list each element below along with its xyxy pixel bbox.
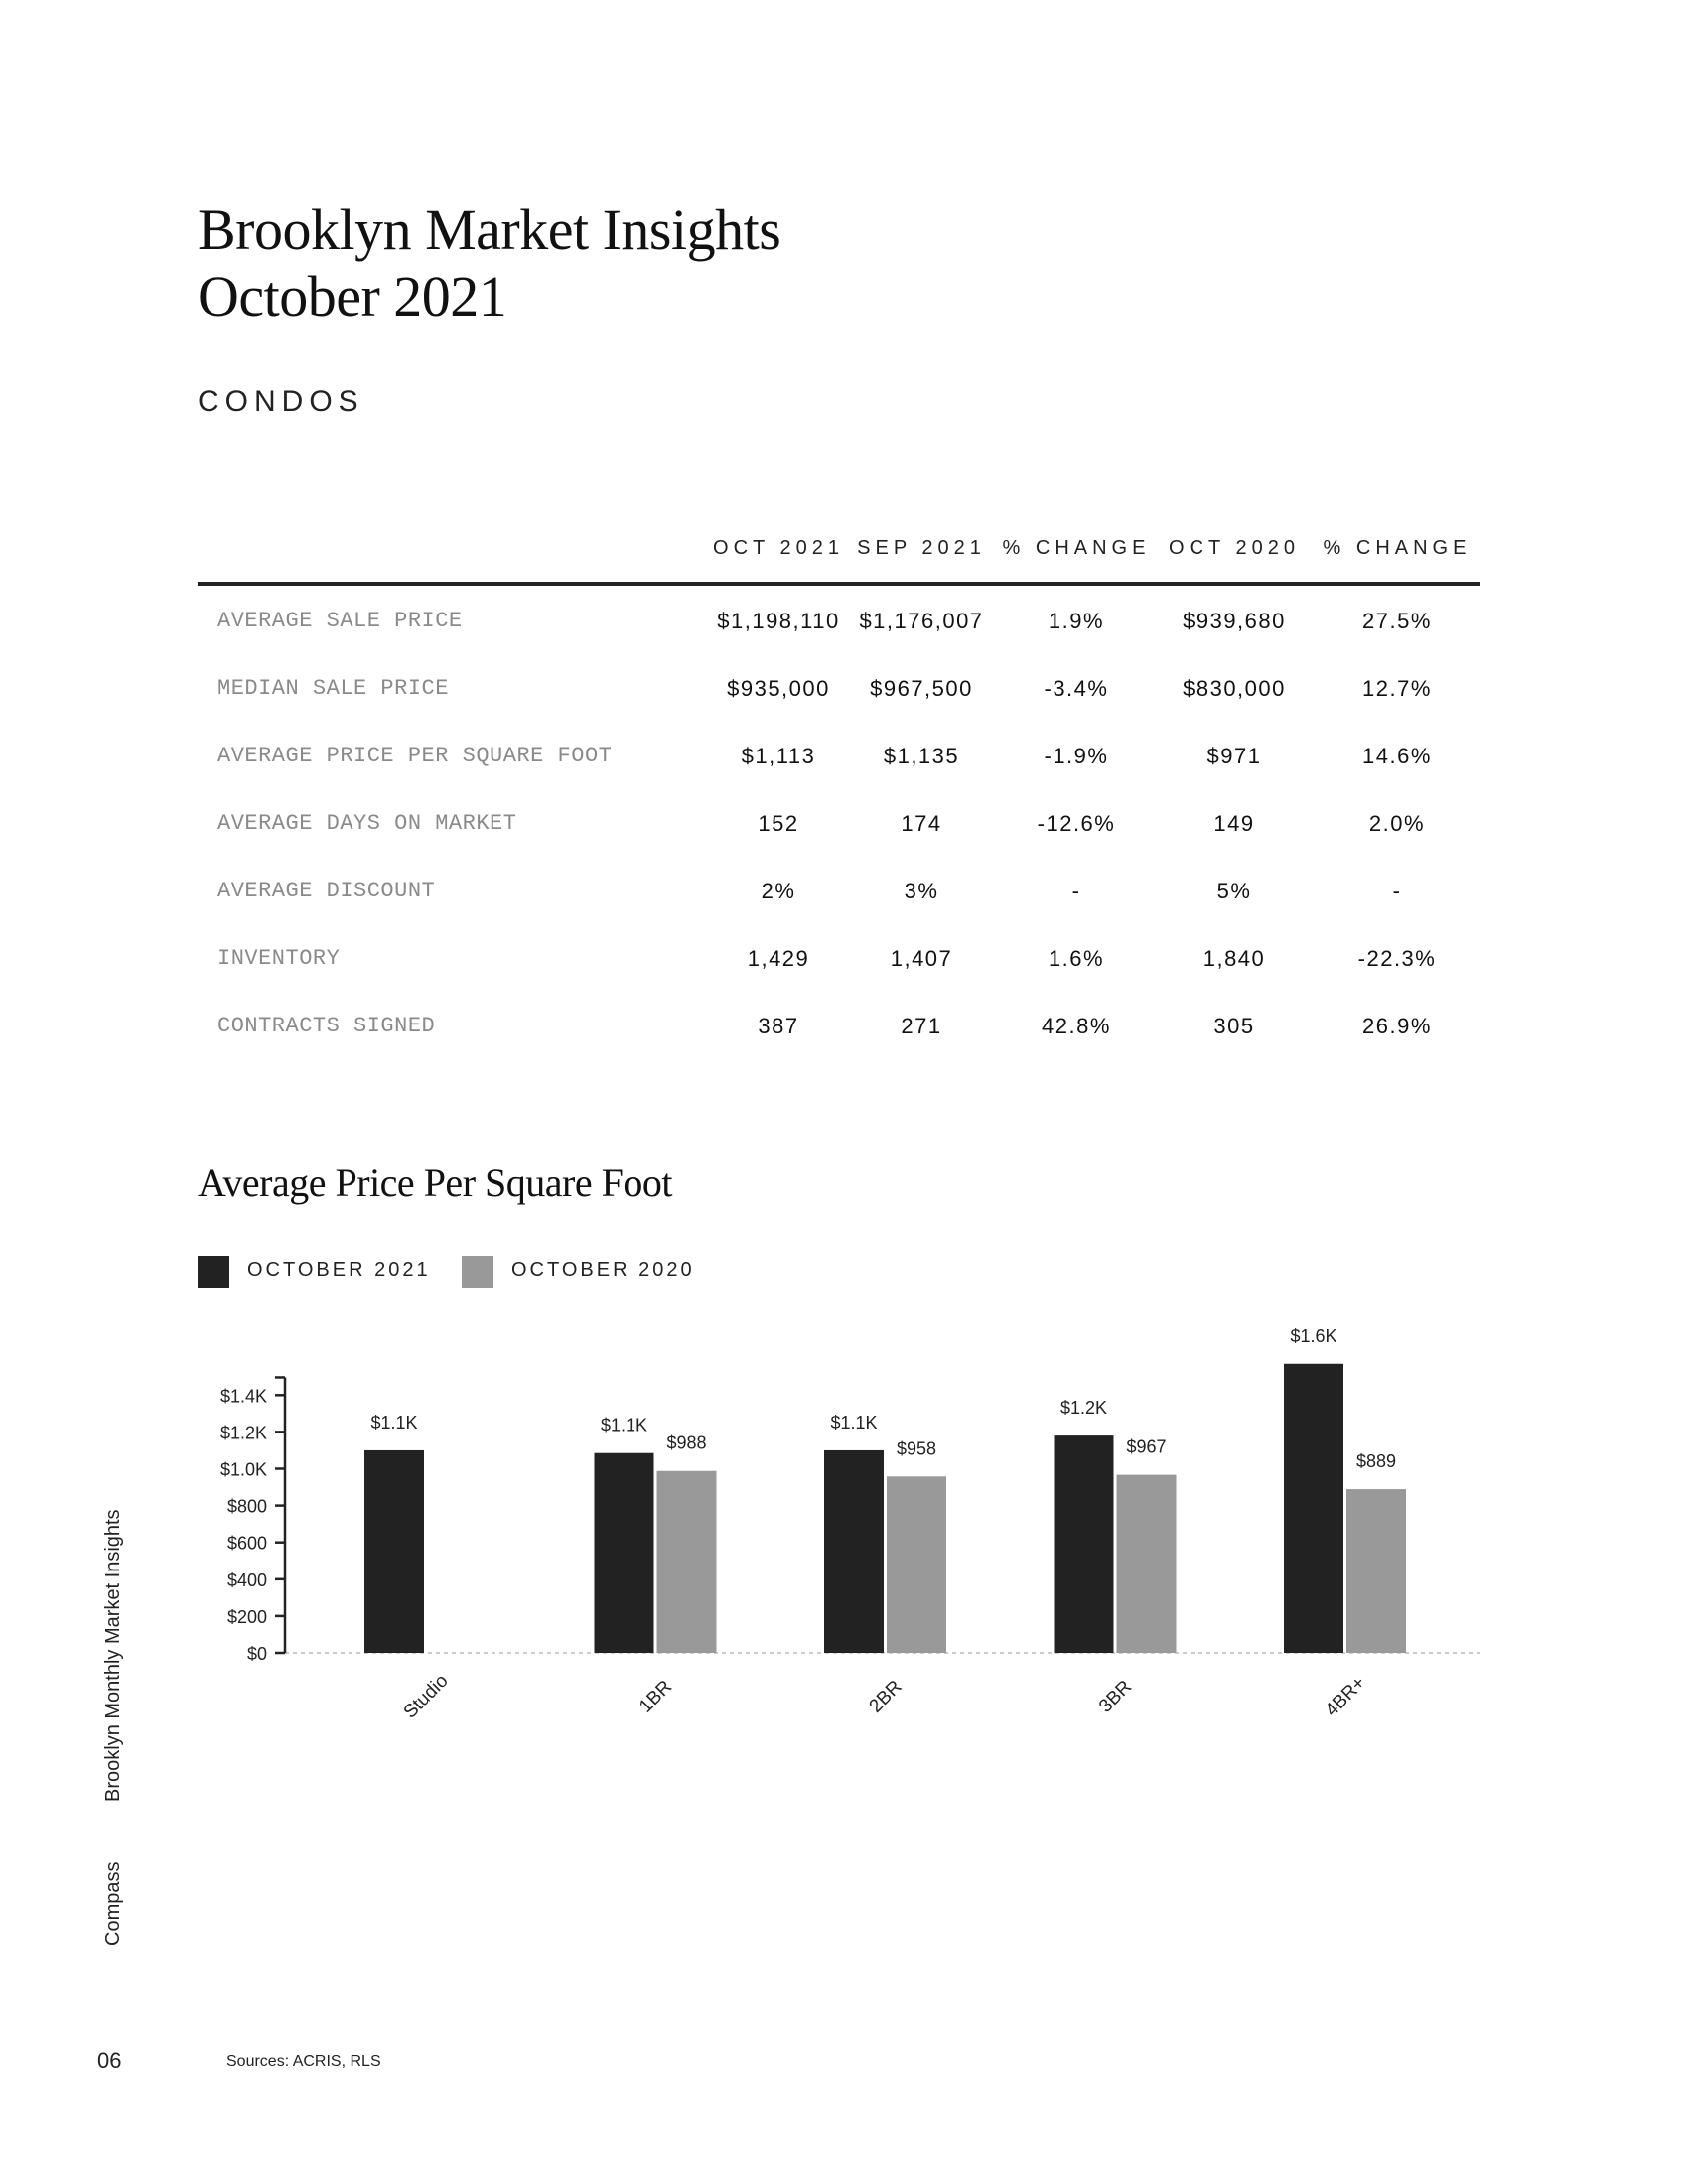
- y-tick-label: $200: [226, 1606, 267, 1627]
- brand-name: Compass: [102, 1861, 124, 1946]
- table-cell: $1,176,007: [859, 609, 984, 633]
- x-category-label: 4BR+: [1321, 1672, 1370, 1721]
- row-label: AVERAGE DAYS ON MARKET: [217, 811, 517, 836]
- row-label: AVERAGE DISCOUNT: [217, 879, 436, 903]
- bar-3br-oct-2020: [1117, 1475, 1177, 1653]
- table-cell: $830,000: [1183, 676, 1286, 701]
- bar-value-label: $1.6K: [1290, 1325, 1337, 1346]
- table-cell: 3%: [904, 879, 939, 903]
- chart-title: Average Price Per Square Foot: [198, 1160, 672, 1205]
- sources-note: Sources: ACRIS, RLS: [226, 2053, 381, 2070]
- bar-4br-oct-2021: [1284, 1364, 1343, 1653]
- title-line-1: Brooklyn Market Insights: [198, 198, 781, 262]
- table-cell: 5%: [1216, 879, 1252, 903]
- page-number: 06: [97, 2048, 122, 2073]
- table-cell: 26.9%: [1362, 1014, 1432, 1038]
- x-category-label: Studio: [399, 1670, 453, 1723]
- table-cell: 1,407: [890, 946, 953, 971]
- row-label: CONTRACTS SIGNED: [217, 1014, 436, 1038]
- table-cell: 14.6%: [1362, 744, 1432, 768]
- table-cell: 152: [758, 811, 799, 836]
- table-cell: -22.3%: [1357, 946, 1437, 971]
- row-label: INVENTORY: [217, 946, 341, 971]
- column-header-oct-2021: OCT 2021: [713, 537, 844, 559]
- bar-value-label: $958: [896, 1438, 937, 1459]
- table-cell: -: [1392, 879, 1402, 903]
- bar-2br-oct-2021: [824, 1450, 884, 1653]
- row-label: MEDIAN SALE PRICE: [217, 676, 449, 701]
- table-cell: $1,113: [741, 744, 816, 768]
- bar-value-label: $1.1K: [370, 1412, 418, 1433]
- table-cell: -1.9%: [1044, 744, 1109, 768]
- table-cell: -: [1071, 879, 1081, 903]
- table-cell: $935,000: [727, 676, 830, 701]
- table-cell: 1,840: [1202, 946, 1266, 971]
- table-cell: $967,500: [870, 676, 973, 701]
- bar-value-label: $988: [666, 1433, 707, 1453]
- bar-value-label: $967: [1126, 1436, 1167, 1457]
- table-cell: 387: [758, 1014, 799, 1038]
- y-tick-label: $600: [226, 1533, 267, 1554]
- legend-label-oct-2021: OCTOBER 2021: [247, 1259, 431, 1281]
- legend-label-oct-2020: OCTOBER 2020: [511, 1259, 695, 1281]
- y-tick-label: $0: [246, 1644, 267, 1664]
- table-cell: $1,135: [883, 744, 960, 768]
- table-cell: 27.5%: [1362, 609, 1432, 633]
- table-cell: 2%: [761, 879, 796, 903]
- publication-name: Brooklyn Monthly Market Insights: [102, 1509, 124, 1802]
- y-tick-label: $800: [226, 1496, 267, 1517]
- column-header-sep-2021: SEP 2021: [857, 537, 986, 559]
- table-cell: 1.9%: [1048, 609, 1105, 633]
- table-cell: 42.8%: [1042, 1014, 1111, 1038]
- table-cell: 305: [1213, 1014, 1255, 1038]
- bar-3br-oct-2021: [1055, 1435, 1114, 1653]
- table-cell: $939,680: [1183, 609, 1286, 633]
- bar-4br-oct-2020: [1346, 1489, 1406, 1653]
- table-cell: 2.0%: [1368, 811, 1426, 836]
- table-cell: 12.7%: [1362, 676, 1432, 701]
- bar-value-label: $1.1K: [830, 1412, 878, 1433]
- x-category-label: 1BR: [635, 1676, 677, 1717]
- bar-value-label: $1.2K: [1059, 1398, 1108, 1419]
- y-tick-label: $1.2K: [219, 1423, 267, 1443]
- column-header-oct-2020: OCT 2020: [1169, 537, 1300, 559]
- y-tick-label: $1.4K: [219, 1386, 267, 1407]
- bar-1br-oct-2021: [595, 1453, 654, 1653]
- table-cell: 174: [901, 811, 942, 836]
- table-cell: 271: [901, 1014, 942, 1038]
- bar-1br-oct-2020: [657, 1471, 717, 1653]
- bar-value-label: $889: [1355, 1451, 1397, 1472]
- column-header-change-mom: % CHANGE: [1002, 537, 1151, 559]
- table-cell: $971: [1206, 744, 1262, 768]
- row-label: AVERAGE SALE PRICE: [217, 609, 463, 633]
- table-cell: 149: [1213, 811, 1255, 836]
- x-category-label: 2BR: [865, 1676, 907, 1717]
- bar-studio-oct-2021: [364, 1450, 424, 1653]
- title-line-2: October 2021: [198, 264, 507, 329]
- y-tick-label: $400: [226, 1570, 267, 1590]
- table-cell: -3.4%: [1044, 676, 1109, 701]
- section-label: CONDOS: [198, 385, 364, 418]
- bar-value-label: $1.1K: [600, 1415, 648, 1435]
- x-category-label: 3BR: [1095, 1676, 1137, 1717]
- column-header-change-yoy: % CHANGE: [1323, 537, 1472, 559]
- bar-2br-oct-2020: [887, 1476, 946, 1653]
- table-cell: $1,198,110: [717, 609, 840, 633]
- table-cell: 1,429: [747, 946, 810, 971]
- row-label: AVERAGE PRICE PER SQUARE FOOT: [217, 744, 613, 768]
- y-tick-label: $1.0K: [219, 1459, 267, 1480]
- table-cell: -12.6%: [1037, 811, 1116, 836]
- table-cell: 1.6%: [1048, 946, 1105, 971]
